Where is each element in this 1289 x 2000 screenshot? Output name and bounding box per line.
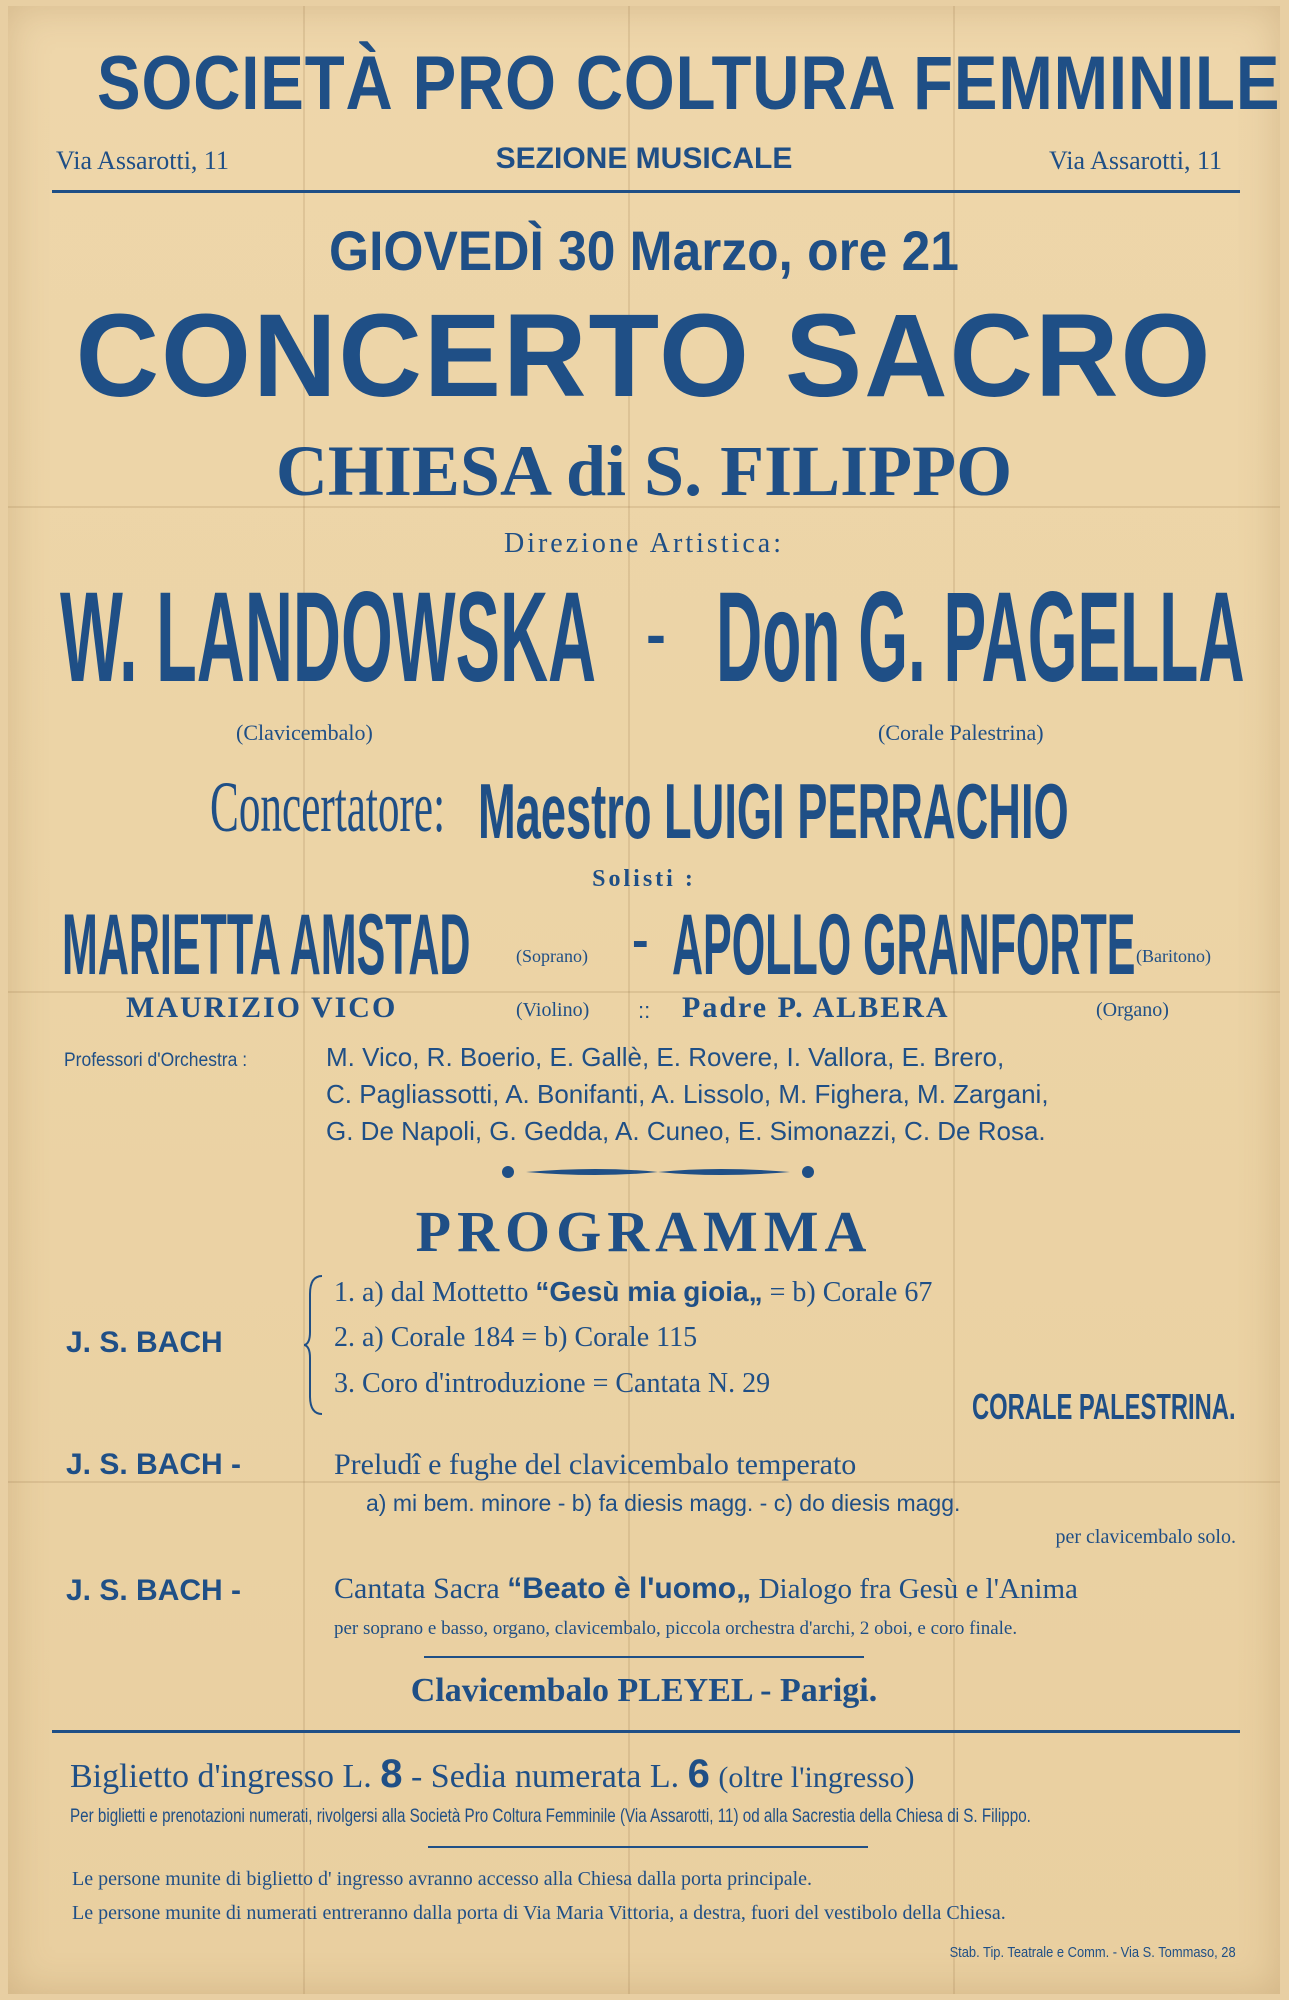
- printer-credit: Stab. Tip. Teatrale e Comm. - Via S. Tommaso, 28: [949, 1944, 1236, 1961]
- booking-rule: [428, 1846, 868, 1848]
- orchestra-line-2: C. Pagliassotti, A. Bonifanti, A. Lissolo, M. Fighera, M. Zargani,: [326, 1079, 1049, 1109]
- soloists-label: Solisti :: [592, 866, 696, 892]
- soloist-separator: -: [632, 912, 649, 968]
- section-name: SEZIONE MUSICALE: [495, 142, 793, 175]
- orchestra-line-1: M. Vico, R. Boerio, E. Gallè, E. Rovere, I. Vallora, E. Brero,: [326, 1042, 1005, 1072]
- tickets-rule: [52, 1730, 1240, 1733]
- booking-info: Per biglietti e prenotazioni numerati, rivolgersi alla Società Pro Coltura Femminile (Via Assarotti, 11) od alla Sacrestia della Chiesa di S. Filippo.: [70, 1806, 1031, 1827]
- cantata-note: per soprano e basso, organo, clavicembalo, piccola orchestra d'archi, 2 oboi, e coro finale.: [334, 1618, 1018, 1639]
- ticket-label: Biglietto d'ingresso L.: [70, 1758, 372, 1795]
- event-venue: CHIESA di S. FILIPPO: [275, 431, 1013, 511]
- preludes-note: per clavicembalo solo.: [1055, 1526, 1236, 1548]
- ticket-price-entry: 8: [380, 1752, 403, 1796]
- ticket-price-seat: 6: [687, 1752, 710, 1796]
- director-landowska: W. LANDOWSKA: [60, 566, 597, 709]
- ticket-extra: (oltre l'ingresso): [718, 1761, 915, 1794]
- item-1-bold: “Gesù mia gioia„: [535, 1276, 763, 1307]
- soloist-vico: MAURIZIO VICO: [126, 991, 398, 1024]
- preludes-detail: a) mi bem. minore - b) fa diesis magg. - c) do diesis magg.: [366, 1490, 961, 1516]
- choir-name: CORALE PALESTRINA.: [972, 1386, 1236, 1427]
- cantata-text: Cantata Sacra: [334, 1572, 500, 1605]
- note-2: Le persone munite di numerati entreranno dalla porta di Via Maria Vittoria, a destra, fuori del vestibolo della Chiesa.: [72, 1902, 1006, 1924]
- soloist-separator-2: ::: [638, 998, 651, 1023]
- event-date: GIOVEDÌ 30 Marzo, ore 21: [329, 219, 959, 282]
- soloist-granforte: APOLLO GRANFORTE: [672, 897, 1136, 993]
- preludes-text: Preludî e fughe del clavicembalo temperato: [334, 1448, 857, 1481]
- item-1-end: = b) Corale 67: [769, 1277, 933, 1308]
- orchestra-line-3: G. De Napoli, G. Gedda, A. Cuneo, E. Simonazzi, C. De Rosa.: [326, 1116, 1046, 1146]
- cantata-bold: “Beato è l'uomo„: [507, 1572, 752, 1605]
- event-title: CONCERTO SACRO: [75, 290, 1213, 422]
- society-name: SOCIETÀ PRO COLTURA FEMMINILE: [97, 41, 1280, 126]
- soloist-amstad-role: (Soprano): [516, 946, 588, 966]
- role-clavicembalo: (Clavicembalo): [236, 720, 373, 745]
- director-separator: -: [646, 601, 666, 668]
- direction-label: Direzione Artistica:: [503, 528, 785, 559]
- role-corale: (Corale Palestrina): [878, 720, 1044, 745]
- soloist-amstad: MARIETTA AMSTAD: [62, 897, 471, 993]
- conductor-name: Maestro LUIGI PERRACHIO: [478, 767, 1069, 855]
- soloist-granforte-role: (Baritono): [1136, 946, 1211, 966]
- item-3-text: 3. Coro d'introduzione = Cantata N. 29: [334, 1368, 771, 1399]
- address-right: Via Assarotti, 11: [1049, 146, 1222, 175]
- soloist-vico-role: (Violino): [516, 999, 590, 1021]
- director-pagella: Don G. PAGELLA: [716, 566, 1245, 709]
- instrument-credit: Clavicembalo PLEYEL - Parigi.: [410, 1672, 878, 1709]
- composer-bach-3: J. S. BACH -: [66, 1574, 242, 1607]
- composer-bach-1: J. S. BACH: [66, 1326, 223, 1359]
- poster-sheet: [8, 6, 1280, 1994]
- soloist-albera-role: (Organo): [1096, 999, 1169, 1021]
- programme-rule: [424, 1656, 864, 1658]
- cantata-end: Dialogo fra Gesù e l'Anima: [758, 1573, 1078, 1605]
- seat-label: - Sedia numerata L.: [410, 1758, 680, 1795]
- ornament-divider: [498, 1160, 818, 1184]
- programme-title: PROGRAMMA: [415, 1199, 873, 1264]
- item-1-text: 1. a) dal Mottetto: [334, 1277, 529, 1308]
- composer-bach-2: J. S. BACH -: [66, 1448, 242, 1481]
- note-1: Le persone munite di biglietto d' ingresso avranno accesso alla Chiesa dalla porta principale.: [72, 1868, 813, 1890]
- brace: [304, 1274, 326, 1416]
- soloist-albera: Padre P. ALBERA: [682, 991, 950, 1024]
- item-2-text: 2. a) Corale 184 = b) Corale 115: [334, 1322, 698, 1353]
- orchestra-label: Professori d'Orchestra :: [64, 1050, 248, 1071]
- address-left: Via Assarotti, 11: [56, 146, 229, 175]
- conductor-label: Concertatore:: [210, 767, 446, 847]
- header-rule: [52, 190, 1240, 193]
